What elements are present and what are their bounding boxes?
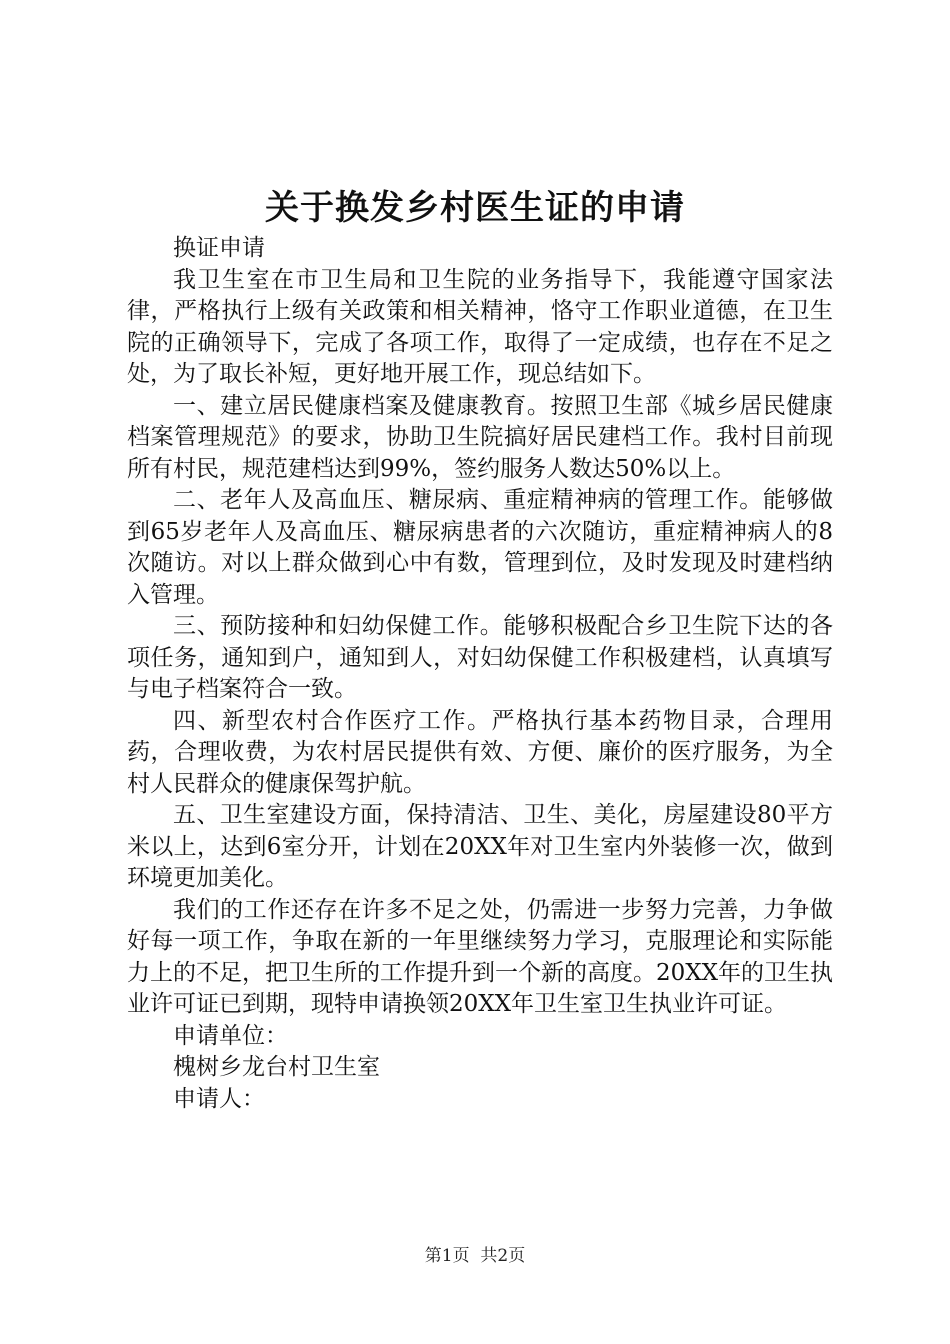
paragraph-item-3: 三、预防接种和妇幼保健工作。能够积极配合乡卫生院下达的各项任务，通知到户，通知到人，对妇幼保健工作积极建档，认真填写与电子档案符合一致。 bbox=[127, 613, 833, 702]
paragraph-intro: 我卫生室在市卫生局和卫生院的业务指导下，我能遵守国家法律，严格执行上级有关政策和相关精神，恪守工作职业道德，在卫生院的正确领导下，完成了各项工作，取得了一定成绩，也存在不足之处，为了取长补短，更好地开展工作，现总结如下。 bbox=[127, 266, 833, 387]
applicant-person-label: 申请人： bbox=[173, 1085, 265, 1112]
page-footer bbox=[0, 1244, 950, 1268]
document-title: 关于换发乡村医生证的申请 bbox=[265, 188, 685, 228]
paragraph-heading: 换证申请 bbox=[173, 235, 265, 261]
applicant-unit-label: 申请单位： bbox=[173, 1022, 288, 1049]
paragraph-item-4: 四、新型农村合作医疗工作。严格执行基本药物目录，合理用药，合理收费，为农村居民提供有效、方便、廉价的医疗服务，为全村人民群众的健康保驾护航。 bbox=[127, 707, 833, 797]
paragraph-item-5: 五、卫生室建设方面，保持清洁、卫生、美化，房屋建设80平方米以上，达到6室分开，计划在20XX年对卫生室内外装修一次，做到环境更加美化。 bbox=[127, 802, 833, 891]
footer-separator bbox=[470, 1246, 481, 1266]
document-body bbox=[127, 233, 833, 1115]
page-number-current: 第1页 bbox=[424, 1246, 470, 1266]
applicant-unit-name: 槐树乡龙台村卫生室 bbox=[173, 1054, 380, 1080]
paragraph-item-2: 二、老年人及高血压、糖尿病、重症精神病的管理工作。能够做到65岁老年人及高血压、糖尿病患者的六次随访，重症精神病人的8次随访。对以上群众做到心中有数，管理到位，及时发现及时建档纳入管理。 bbox=[127, 487, 833, 608]
paragraph-item-1: 一、建立居民健康档案及健康教育。按照卫生部《城乡居民健康档案管理规范》的要求，协助卫生院搞好居民建档工作。我村目前现所有村民，规范建档达到99%，签约服务人数达50%以上。 bbox=[127, 392, 833, 482]
page-number-total: 共2页 bbox=[480, 1246, 526, 1266]
paragraph-closing: 我们的工作还存在许多不足之处，仍需进一步努力完善，力争做好每一项工作，争取在新的一年里继续努力学习，克服理论和实际能力上的不足，把卫生所的工作提升到一个新的高度。20XX年的卫生执业许可证已到期，现特申请换领20XX年卫生室卫生执业许可证。 bbox=[127, 896, 834, 1017]
